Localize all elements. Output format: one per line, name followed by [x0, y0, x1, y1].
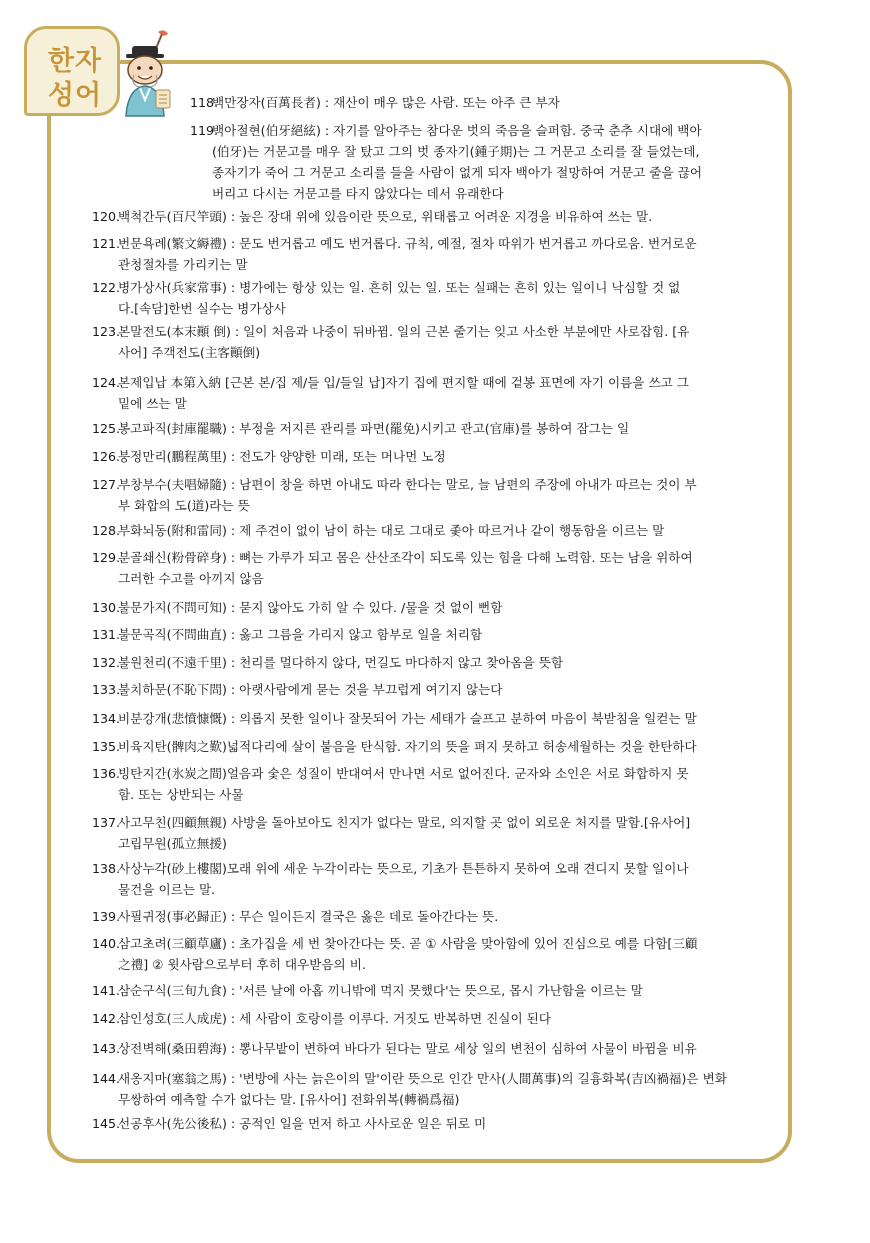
entry-definition: 사고무친(四顧無親) 사방을 돌아보아도 친지가 없다는 말로, 의지할 곳 없이 외로운 처지를 말함.[유사어]: [118, 815, 691, 830]
entry-number: 124.: [92, 375, 121, 390]
entry-number: 145.: [92, 1116, 121, 1131]
topic-badge: [24, 26, 120, 116]
entry-number: 122.: [92, 280, 121, 295]
scholar-mascot-icon: [118, 28, 184, 120]
entry-number: 120.: [92, 209, 121, 224]
entry-definition: 백척간두(百尺竿頭) : 높은 장대 위에 있음이란 뜻으로, 위태롭고 어려운 지경을 비유하여 쓰는 말.: [118, 209, 653, 224]
entry-definition: 삼인성호(三人成虎) : 세 사람이 호랑이를 이루다. 거짓도 반복하면 진실이 된다: [118, 1011, 551, 1026]
entry-number: 140.: [92, 936, 121, 951]
entry-definition: 불치하문(不恥下問) : 아랫사람에게 묻는 것을 부끄럽게 여기지 않는다: [118, 682, 503, 697]
entry-number: 135.: [92, 739, 121, 754]
badge-title-line1: 한자: [47, 46, 103, 77]
entry-number: 133.: [92, 682, 121, 697]
entry-number: 134.: [92, 711, 121, 726]
entry-definition: 본말전도(本末顚 倒) : 일이 처음과 나중이 뒤바뀜. 일의 근본 줄기는 잊고 사소한 부분에만 사로잡힘. [유: [118, 324, 690, 339]
entry-definition-continued: 그러한 수고를 아끼지 않음: [118, 571, 264, 586]
entry-definition: 상전벽해(桑田碧海) : 뽕나무밭이 변하여 바다가 된다는 말로 세상 일의 변천이 심하여 사물이 바뀜을 비유: [118, 1041, 697, 1056]
entry-number: 123.: [92, 324, 121, 339]
entry-definition: 부화뇌동(附和雷同) : 제 주견이 없이 남이 하는 대로 그대로 좇아 따르거나 같이 행동함을 이르는 말: [118, 523, 665, 538]
entry-definition: 선공후사(先公後私) : 공적인 일을 먼저 하고 사사로운 일은 뒤로 미: [118, 1116, 487, 1131]
entry-number: 138.: [92, 861, 121, 876]
entry-definition: 새옹지마(塞翁之馬) : '변방에 사는 늙은이의 말'이란 뜻으로 인간 만사(人間萬事)의 길흉화복(吉凶禍福)은 변화: [118, 1071, 727, 1086]
entry-number: 121.: [92, 236, 121, 251]
entry-definition: 붕정만리(鵬程萬里) : 전도가 양양한 미래, 또는 머나먼 노정: [118, 449, 446, 464]
entry-definition: 백만장자(百萬長者) : 재산이 매우 많은 사람. 또는 아주 큰 부자: [212, 95, 560, 110]
entry-definition: 사필귀정(事必歸正) : 무슨 일이든지 결국은 옳은 데로 돌아간다는 뜻.: [118, 909, 499, 924]
entry-definition: 불문가지(不問可知) : 묻지 않아도 가히 알 수 있다. /물을 것 없이 뻔함: [118, 600, 503, 615]
entry-number: 144.: [92, 1071, 121, 1086]
entry-definition-continued: 무쌍하여 예측할 수가 없다는 말. [유사어] 전화위복(轉禍爲福): [118, 1092, 460, 1107]
entry-definition: 번문욕례(繁文縟禮) : 문도 번거롭고 예도 번거롭다. 규칙, 예절, 절차 따위가 번거롭고 까다로움. 번거로운: [118, 236, 697, 251]
entry-definition-continued: 밑에 쓰는 말: [118, 396, 187, 411]
entry-definition: 불원천리(不遠千里) : 천리를 멀다하지 않다, 먼길도 마다하지 않고 찾아옴을 뜻함: [118, 655, 564, 670]
entry-definition: 본제입납 本第入納 [근본 본/집 제/들 입/들일 납]자기 집에 편지할 때에 겉봉 표면에 자기 이름을 쓰고 그: [118, 375, 689, 390]
entry-number: 129.: [92, 550, 121, 565]
entry-definition-continued: 종자기가 죽어 그 거문고 소리를 들을 사람이 없게 되자 백아가 절망하여 거문고 줄을 끊어: [212, 165, 703, 180]
entry-number: 125.: [92, 421, 121, 436]
entry-definition: 봉고파직(封庫罷職) : 부정을 저지른 관리를 파면(罷免)시키고 관고(官庫)를 봉하여 잠그는 일: [118, 421, 630, 436]
entry-definition: 비육지탄(髀肉之歎)넓적다리에 살이 붙음을 탄식함. 자기의 뜻을 펴지 못하고 허송세월하는 것을 한탄하다: [118, 739, 697, 754]
entry-definition-continued: 사어] 주객전도(主客顚倒): [118, 345, 261, 360]
entry-number: 136.: [92, 766, 121, 781]
entry-definition: 사상누각(砂上樓閣)모래 위에 세운 누각이라는 뜻으로, 기초가 튼튼하지 못하여 오래 견디지 못할 일이나: [118, 861, 689, 876]
entry-number: 142.: [92, 1011, 121, 1026]
entry-definition-continued: 다.[속담]한번 실수는 병가상사: [118, 301, 286, 316]
entry-definition-continued: 관청절차를 가리키는 말: [118, 257, 248, 272]
entry-definition-continued: (伯牙)는 거문고를 매우 잘 탔고 그의 벗 종자기(鍾子期)는 그 거문고 소리를 잘 들었는데,: [212, 144, 700, 159]
entry-number: 131.: [92, 627, 121, 642]
entry-definition: 불문곡직(不問曲直) : 옳고 그름을 가리지 않고 함부로 일을 처리함: [118, 627, 483, 642]
entry-number: 119.: [190, 123, 219, 138]
entry-definition-continued: 之禮] ② 윗사람으로부터 후히 대우받음의 비.: [118, 957, 366, 972]
entry-definition: 병가상사(兵家常事) : 병가에는 항상 있는 일. 흔히 있는 일. 또는 실패는 흔히 있는 일이니 낙심할 것 없: [118, 280, 681, 295]
entry-number: 143.: [92, 1041, 121, 1056]
entry-number: 118.: [190, 95, 219, 110]
entry-definition-continued: 물건을 이르는 말.: [118, 882, 216, 897]
entry-definition: 부창부수(夫唱婦隨) : 남편이 창을 하면 아내도 따라 한다는 말로, 늘 남편의 주장에 아내가 따르는 것이 부: [118, 477, 697, 492]
entry-definition-continued: 버리고 다시는 거문고를 타지 않았다는 데서 유래한다: [212, 186, 504, 201]
entry-number: 127.: [92, 477, 121, 492]
entry-number: 139.: [92, 909, 121, 924]
entry-definition: 삼고초려(三顧草廬) : 초가집을 세 번 찾아간다는 뜻. 곧 ① 사람을 맞아함에 있어 진심으로 예를 다함[三顧: [118, 936, 698, 951]
entry-number: 132.: [92, 655, 121, 670]
entry-definition-continued: 함. 또는 상반되는 사물: [118, 787, 244, 802]
entry-definition-continued: 부 화합의 도(道)라는 뜻: [118, 498, 250, 513]
entry-definition: 백아절현(伯牙絕絃) : 자기를 알아주는 참다운 벗의 죽음을 슬퍼함. 중국 춘추 시대에 백아: [212, 123, 702, 138]
entry-number: 130.: [92, 600, 121, 615]
entry-definition: 삼순구식(三旬九食) : '서른 날에 아홉 끼니밖에 먹지 못했다'는 뜻으로, 몹시 가난함을 이르는 말: [118, 983, 643, 998]
entry-definition-continued: 고립무원(孤立無援): [118, 836, 227, 851]
entry-definition: 비분강개(悲憤慷慨) : 의롭지 못한 일이나 잘못되어 가는 세태가 슬프고 분하여 마음이 북받침을 일컫는 말: [118, 711, 697, 726]
badge-title-line2: 성어: [47, 80, 103, 111]
entry-definition: 빙탄지간(氷炭之間)얼음과 숯은 성질이 반대여서 만나면 서로 없어진다. 군자와 소인은 서로 화합하지 못: [118, 766, 689, 781]
entry-number: 128.: [92, 523, 121, 538]
entry-number: 141.: [92, 983, 121, 998]
entry-number: 137.: [92, 815, 121, 830]
entry-definition: 분골쇄신(粉骨碎身) : 뼈는 가루가 되고 몸은 산산조각이 되도록 있는 힘을 다해 노력함. 또는 남을 위하여: [118, 550, 693, 565]
entry-number: 126.: [92, 449, 121, 464]
